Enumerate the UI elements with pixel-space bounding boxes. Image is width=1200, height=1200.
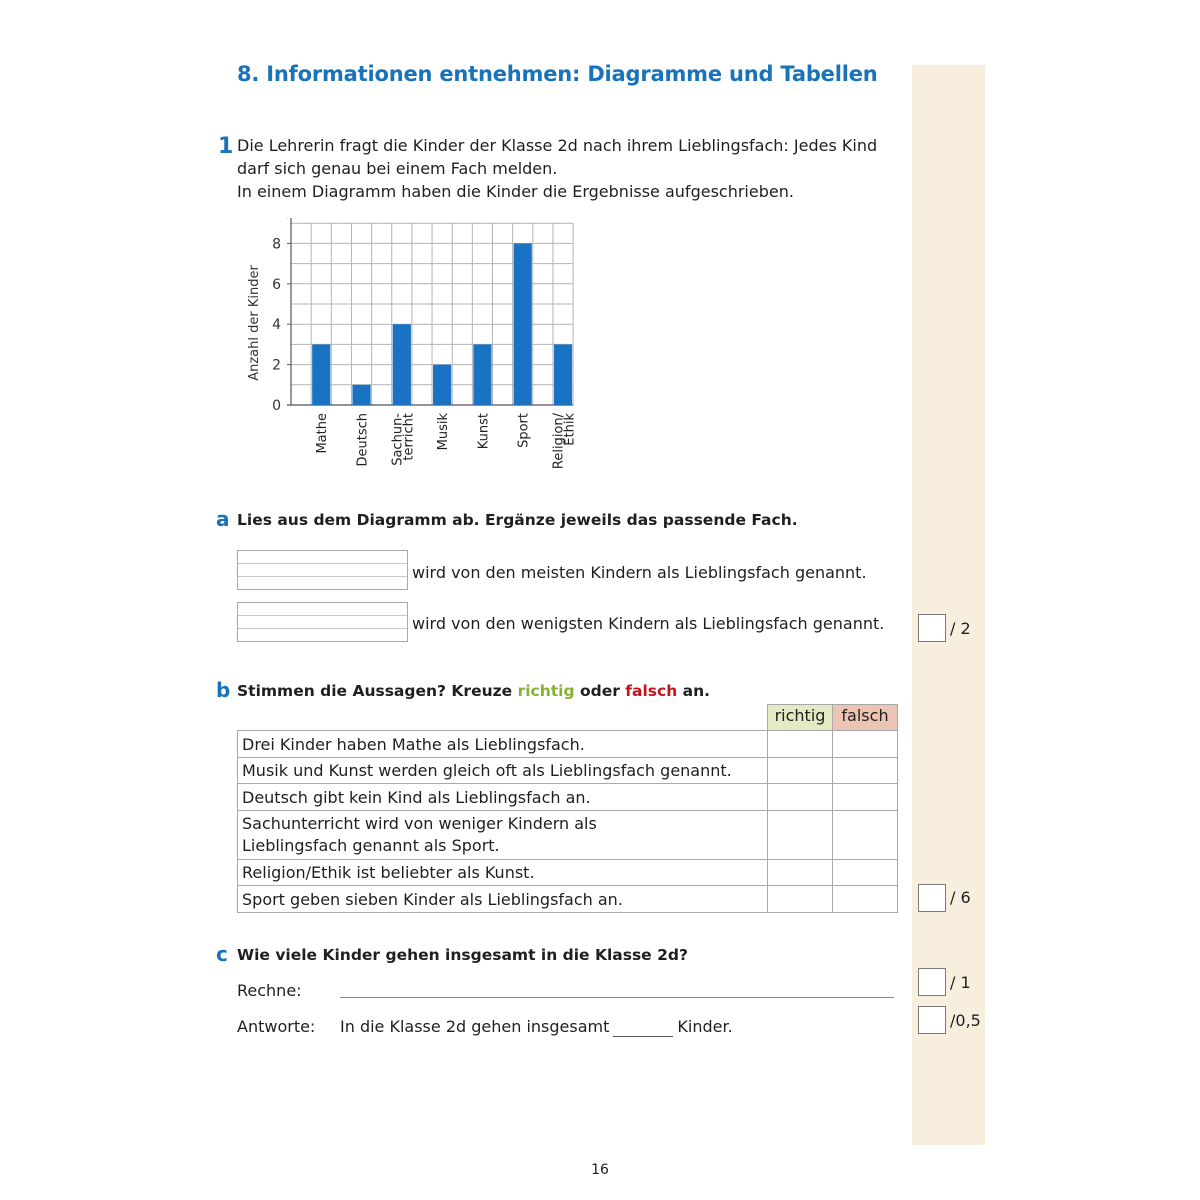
statement-text: Deutsch gibt kein Kind als Lieblingsfach an. <box>242 788 591 807</box>
word-true: richtig <box>517 682 575 700</box>
part-a-question: Lies aus dem Diagramm ab. Ergänze jeweils das passende Fach. <box>237 511 798 529</box>
checkbox-richtig[interactable] <box>768 860 833 886</box>
part-a-letter: a <box>216 507 230 531</box>
header-richtig: richtig <box>768 705 833 731</box>
checkbox-falsch[interactable] <box>833 784 898 811</box>
score-box-c-calc[interactable] <box>918 968 946 996</box>
category-label: Ethik <box>562 413 578 446</box>
category-label: Sport <box>516 413 532 448</box>
bar-chart <box>240 218 620 492</box>
page-title: 8. Informationen entnehmen: Diagramme und Tabellen <box>237 62 878 86</box>
table-row <box>238 758 898 784</box>
question-text-pre: Stimmen die Aussagen? Kreuze <box>237 682 518 700</box>
checkbox-falsch[interactable] <box>833 811 898 860</box>
part-c-letter: c <box>216 942 228 966</box>
calc-line[interactable] <box>340 997 894 998</box>
question-text-mid: oder <box>574 682 626 700</box>
page-number: 16 <box>591 1162 609 1178</box>
checkbox-falsch[interactable] <box>833 731 898 758</box>
statement-text: Musik und Kunst werden gleich oft als Lieblingsfach genannt. <box>242 761 732 780</box>
bar-sachunterricht <box>393 324 411 405</box>
table-row <box>238 886 898 913</box>
statement-cell <box>238 860 768 886</box>
table-row <box>238 811 898 860</box>
sentence-least: wird von den wenigsten Kindern als Lieblingsfach genannt. <box>412 614 885 633</box>
bar-sport <box>514 243 532 405</box>
score-a: / 2 <box>950 619 971 638</box>
score-box-b[interactable] <box>918 884 946 912</box>
statement-text: Sport geben sieben Kinder als Lieblingsfach an. <box>242 890 623 909</box>
part-c-question: Wie viele Kinder gehen insgesamt in die Klasse 2d? <box>237 946 688 964</box>
table-header-row <box>238 705 898 731</box>
category-label: Mathe <box>315 413 331 454</box>
bar-kunst <box>473 344 491 405</box>
statement-cell <box>238 758 768 784</box>
y-axis-label: Anzahl der Kinder <box>247 265 262 381</box>
category-label: Kunst <box>476 413 492 450</box>
statement-text: Lieblingsfach genannt als Sport. <box>242 836 500 855</box>
checkbox-richtig[interactable] <box>768 758 833 784</box>
bar-religionethik <box>554 344 572 405</box>
checkbox-falsch[interactable] <box>833 886 898 913</box>
part-b-letter: b <box>216 678 231 702</box>
score-b: / 6 <box>950 888 971 907</box>
y-tick-label: 4 <box>272 317 281 334</box>
calc-label: Rechne: <box>237 981 302 1000</box>
statement-table <box>237 704 898 913</box>
answer-text-post: Kinder. <box>677 1017 733 1036</box>
category-label: Musik <box>436 413 452 451</box>
score-c-calc: / 1 <box>950 973 971 992</box>
y-tick-label: 8 <box>272 236 281 253</box>
answer-box-least[interactable] <box>237 602 408 642</box>
word-false: falsch <box>625 682 678 700</box>
statement-text: Religion/Ethik ist beliebter als Kunst. <box>242 863 535 882</box>
checkbox-richtig[interactable] <box>768 811 833 860</box>
header-spacer <box>238 705 768 731</box>
answer-box-most[interactable] <box>237 550 408 590</box>
statement-cell <box>238 784 768 811</box>
y-tick-label: 0 <box>272 398 281 414</box>
task-number: 1 <box>218 134 234 159</box>
category-label: Deutsch <box>355 413 371 467</box>
answer-sentence <box>340 1017 733 1037</box>
answer-text-pre: In die Klasse 2d gehen insgesamt <box>340 1017 610 1036</box>
checkbox-falsch[interactable] <box>833 758 898 784</box>
statement-cell <box>238 731 768 758</box>
task-intro <box>237 134 907 203</box>
intro-line-1: Die Lehrerin fragt die Kinder der Klasse 2d nach ihrem Lieblingsfach: Jedes Kind <box>237 136 878 155</box>
statement-text: Sachunterricht wird von weniger Kindern als <box>242 814 597 833</box>
statement-text: Drei Kinder haben Mathe als Lieblingsfach. <box>242 735 585 754</box>
table-row <box>238 860 898 886</box>
category-label: Religion/ <box>551 413 567 470</box>
y-tick-label: 6 <box>272 276 281 293</box>
checkbox-richtig[interactable] <box>768 886 833 913</box>
header-falsch: falsch <box>833 705 898 731</box>
bar-mathe <box>312 344 330 405</box>
answer-blank[interactable] <box>613 1017 673 1037</box>
bar-deutsch <box>352 385 370 405</box>
part-b-question <box>237 682 710 700</box>
checkbox-falsch[interactable] <box>833 860 898 886</box>
score-box-a[interactable] <box>918 614 946 642</box>
bar-musik <box>433 365 451 405</box>
checkbox-richtig[interactable] <box>768 731 833 758</box>
score-c-answer: /0,5 <box>950 1011 981 1030</box>
intro-line-2: darf sich genau bei einem Fach melden. <box>237 159 558 178</box>
table-row <box>238 731 898 758</box>
intro-line-3: In einem Diagramm haben die Kinder die Ergebnisse aufgeschrieben. <box>237 182 794 201</box>
question-text-post: an. <box>677 682 711 700</box>
checkbox-richtig[interactable] <box>768 784 833 811</box>
bar-chart-svg <box>240 218 620 488</box>
category-label: terricht <box>401 413 417 461</box>
statement-cell <box>238 811 768 860</box>
category-label: Sachun- <box>390 413 406 466</box>
y-tick-label: 2 <box>272 357 281 374</box>
sentence-most: wird von den meisten Kindern als Lieblingsfach genannt. <box>412 563 867 582</box>
answer-label: Antworte: <box>237 1017 316 1036</box>
table-row <box>238 784 898 811</box>
score-box-c-answer[interactable] <box>918 1006 946 1034</box>
statement-cell <box>238 886 768 913</box>
